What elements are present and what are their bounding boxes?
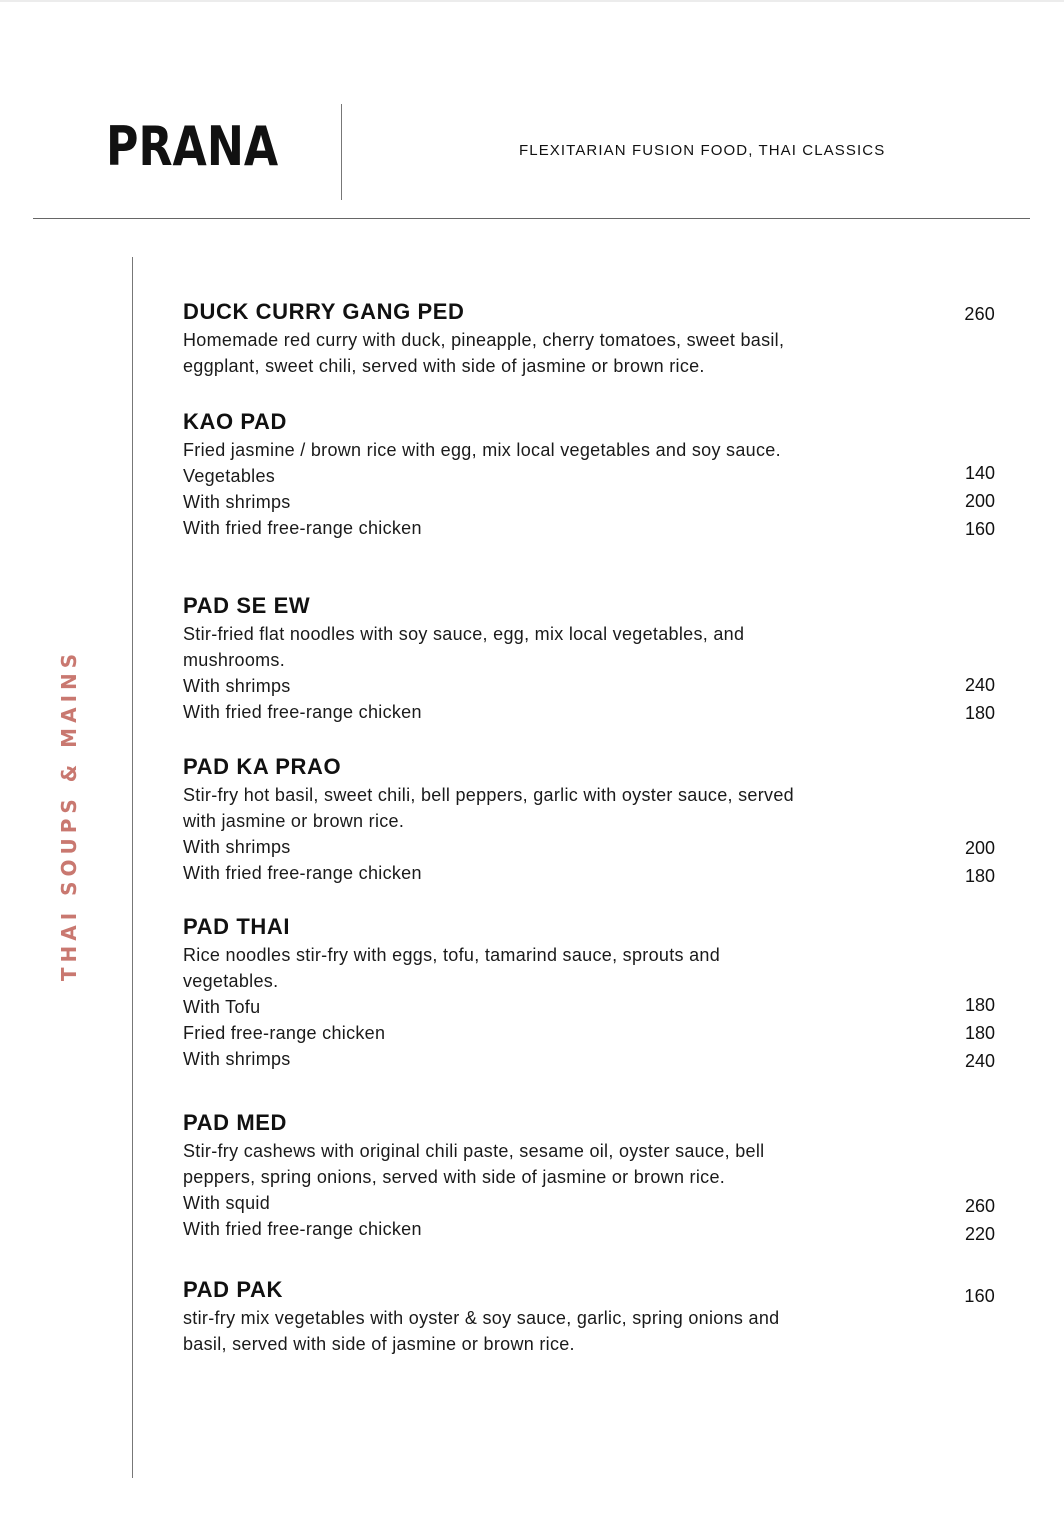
section-label: THAI SOUPS & MAINS <box>57 648 81 982</box>
dish-name: PAD SE EW <box>183 593 311 618</box>
option-row <box>183 673 995 699</box>
option-row <box>183 699 995 725</box>
option-label: With Tofu <box>183 997 261 1017</box>
dish-name: DUCK CURRY GANG PED <box>183 299 465 324</box>
option-row <box>183 1020 995 1046</box>
option-price: 240 <box>964 1051 995 1071</box>
option-row <box>183 463 995 489</box>
menu-item <box>183 298 995 379</box>
dish-name: PAD PAK <box>183 1277 283 1302</box>
option-label: With shrimps <box>183 492 291 512</box>
option-price: 260 <box>964 1196 995 1216</box>
menu-item <box>183 592 995 725</box>
section-rule <box>132 257 133 1478</box>
brand-logo: PRANA <box>106 115 279 178</box>
dish-description: Stir-fried flat noodles with soy sauce, egg, mix local vegetables, and mushrooms. <box>183 624 745 670</box>
option-label: With fried free-range chicken <box>183 1219 422 1239</box>
option-row <box>183 994 995 1020</box>
option-price: 220 <box>964 1224 995 1244</box>
dish-name: PAD MED <box>183 1110 288 1135</box>
option-label: Fried free-range chicken <box>183 1023 386 1043</box>
dish-description: Homemade red curry with duck, pineapple, cherry tomatoes, sweet basil, eggplant, sweet chili, served with side of jasmine or brown rice. <box>183 330 785 376</box>
menu-item <box>183 913 995 1072</box>
top-border <box>0 0 1064 2</box>
option-label: With shrimps <box>183 837 291 857</box>
option-price: 200 <box>964 491 995 511</box>
dish-name: PAD KA PRAO <box>183 754 342 779</box>
menu-item <box>183 753 995 886</box>
option-label: With shrimps <box>183 676 291 696</box>
menu-item <box>183 1109 995 1242</box>
option-label: With fried free-range chicken <box>183 702 422 722</box>
menu-item <box>183 1276 995 1357</box>
option-price: 140 <box>964 463 995 483</box>
option-price: 200 <box>964 838 995 858</box>
option-label: Vegetables <box>183 466 276 486</box>
dish-description: Rice noodles stir-fry with eggs, tofu, tamarind sauce, sprouts and vegetables. <box>183 945 721 991</box>
dish-description: Stir-fry hot basil, sweet chili, bell peppers, garlic with oyster sauce, served with jasmine or brown rice. <box>183 785 794 831</box>
option-row <box>183 489 995 515</box>
dish-price: 260 <box>964 304 995 324</box>
option-label: With fried free-range chicken <box>183 863 422 883</box>
tagline: FLEXITARIAN FUSION FOOD, THAI CLASSICS <box>519 142 886 159</box>
header-rule <box>33 218 1030 219</box>
option-label: With squid <box>183 1193 271 1213</box>
dish-price: 160 <box>964 1286 995 1306</box>
dish-description: Fried jasmine / brown rice with egg, mix local vegetables and soy sauce. <box>183 440 781 460</box>
dish-name: PAD THAI <box>183 914 291 939</box>
dish-description: Stir-fry cashews with original chili paste, sesame oil, oyster sauce, bell peppers, spring onions, served with side of jasmine or brown rice. <box>183 1141 765 1187</box>
option-price: 180 <box>964 995 995 1015</box>
option-row <box>183 860 995 886</box>
header-divider <box>341 104 342 200</box>
dish-description: stir-fry mix vegetables with oyster & soy sauce, garlic, spring onions and basil, served with side of jasmine or brown rice. <box>183 1308 780 1354</box>
option-row <box>183 1216 995 1242</box>
option-row <box>183 515 995 541</box>
dish-name: KAO PAD <box>183 409 288 434</box>
option-price: 240 <box>964 675 995 695</box>
option-price: 180 <box>964 703 995 723</box>
menu-item <box>183 408 995 541</box>
option-price: 180 <box>964 866 995 886</box>
option-row <box>183 1046 995 1072</box>
option-price: 160 <box>964 519 995 539</box>
option-row <box>183 1190 995 1216</box>
option-price: 180 <box>964 1023 995 1043</box>
option-row <box>183 834 995 860</box>
option-label: With fried free-range chicken <box>183 518 422 538</box>
option-label: With shrimps <box>183 1049 291 1069</box>
